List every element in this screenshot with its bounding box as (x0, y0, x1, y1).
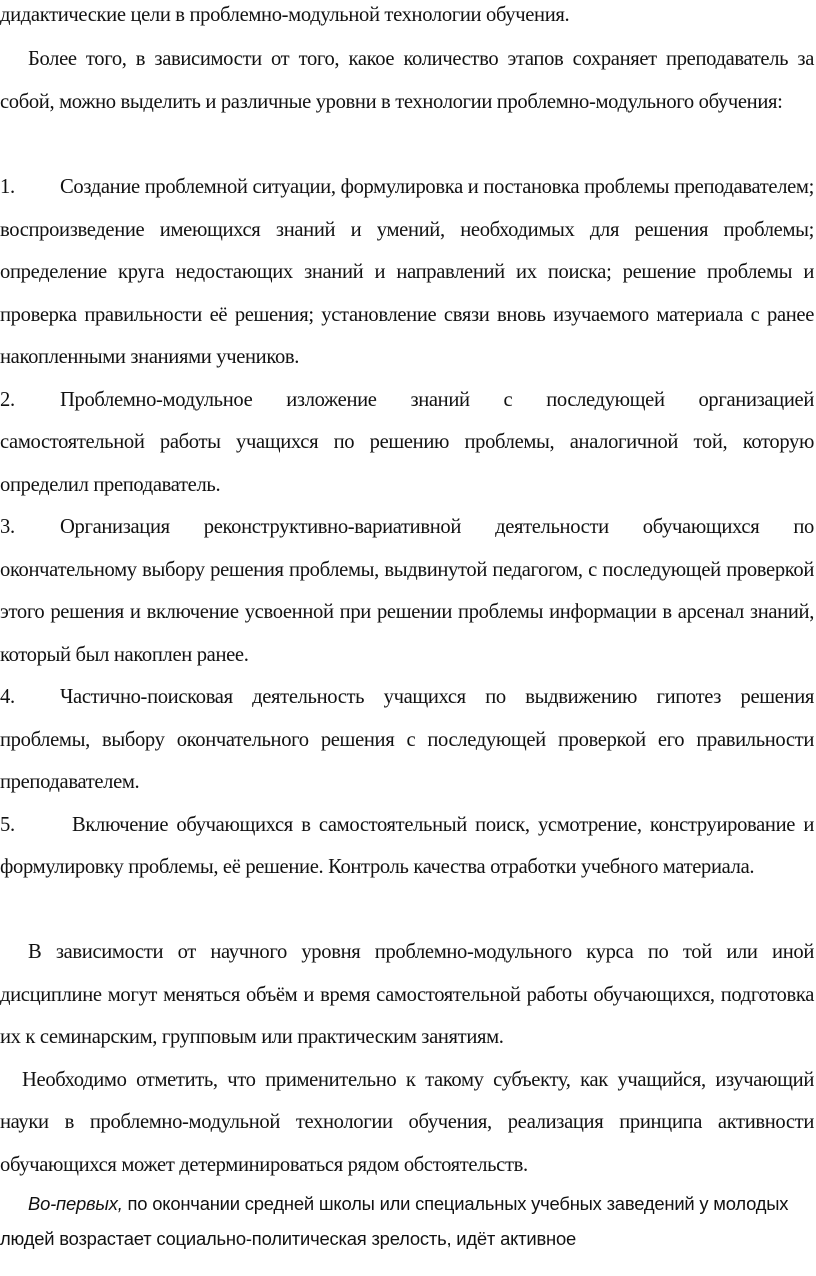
list-item-text: Включение обучающихся в самостоятельный поиск, усмотрение, конструирование и формулировку проблемы, её решение. Контроль качества отработки учебного материала. (0, 813, 814, 878)
paragraph-course-level: В зависимости от научного уровня проблемно-модульного курса по той или иной дисциплине могут меняться объём и время самостоятельной работы обучающихся, подготовка их к семинарским, групповым или практическим занятиям. (0, 941, 814, 1048)
first-reason-section (0, 1186, 814, 1256)
list-item (0, 506, 814, 676)
list-item (0, 676, 814, 804)
paragraph-activity: Необходимо отметить, что применительно к такому субъекту, как учащийся, изучающий науки в проблемно-модульной технологии обучения, реализация принципа активности обучающихся может детерминироваться рядом обстоятельств. (0, 1068, 814, 1176)
list-item-number: 1. (0, 176, 15, 198)
closing-section (0, 931, 814, 1186)
paragraph-first-reason (0, 1186, 814, 1256)
paragraph-levels: Более того, в зависимости от того, какое количество этапов сохраняет преподаватель за собой, можно выделить и различные уровни в технологии проблемно-модульного обучения: (0, 48, 814, 113)
list-item-text: Создание проблемной ситуации, формулировка и постановка проблемы преподавателем; воспроизведение имеющихся знаний и умений, необходимых для решения проблемы; определение круга недостающих знаний и направлений их поиска; решение проблемы и проверка правильности её решения; установление связи вновь изучаемого материала с ранее накопленными знаниями учеников. (0, 176, 814, 368)
levels-intro-section (0, 38, 814, 123)
list-item-text: Организация реконструктивно-вариативной деятельности обучающихся по окончательному выбору решения проблемы, выдвинутой педагогом, с последующей проверкой этого решения и включение усвоенной при решении проблемы информации в арсенал знаний, который был накоплен ранее. (0, 516, 814, 666)
first-reason-text: по окончании средней школы или специальных учебных заведений у молодых людей возрастает социально-политическая зрелость, идёт активное (0, 1193, 789, 1249)
first-reason-lead: Во-первых, (28, 1193, 123, 1214)
list-item-number: 2. (0, 388, 15, 411)
list-item (0, 804, 814, 889)
levels-list (0, 166, 814, 889)
list-item-text: Проблемно-модульное изложение знаний с последующей организацией самостоятельной работы учащихся по решению проблемы, аналогичной той, которую определил преподаватель. (0, 388, 814, 496)
list-item-number: 3. (0, 516, 15, 538)
intro-line: дидактические цели в проблемно-модульной технологии обучения. (0, 4, 570, 26)
list-item (0, 166, 814, 379)
list-item-text: Частично-поисковая деятельность учащихся по выдвижению гипотез решения проблемы, выбору окончательного решения с последующей проверкой его правильности преподавателем. (0, 686, 814, 793)
list-item (0, 379, 814, 507)
list-item-number: 5. (0, 813, 15, 836)
list-item-number: 4. (0, 686, 15, 708)
